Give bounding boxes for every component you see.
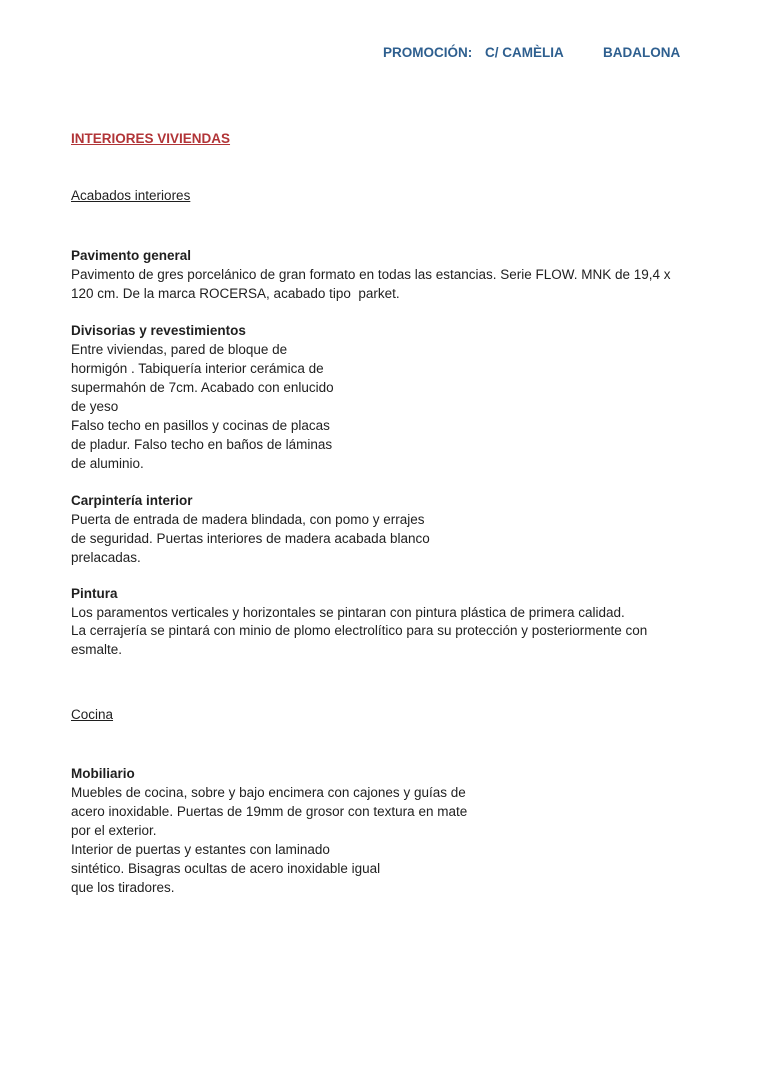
text-line: Entre viviendas, pared de bloque de <box>71 342 288 357</box>
text-line: de yeso <box>71 399 119 414</box>
promotion-city: BADALONA <box>603 45 681 60</box>
section-heading: Pavimento general <box>71 248 192 263</box>
section-heading: Divisorias y revestimientos <box>71 323 246 338</box>
text-line: Pavimento de gres porcelánico de gran formato en todas las estancias. Serie FLOW. MNK de 19,4 x <box>71 267 671 282</box>
text-line: de pladur. Falso techo en baños de láminas <box>71 437 333 452</box>
subheading-cocina: Cocina <box>71 707 114 722</box>
text-line: supermahón de 7cm. Acabado con enlucido <box>71 380 334 395</box>
text-line: prelacadas. <box>71 550 141 565</box>
text-line: Los paramentos verticales y horizontales se pintaran con pintura plástica de primera calidad. <box>71 604 625 620</box>
section-mobiliario <box>71 764 467 897</box>
section-heading: Pintura <box>71 586 118 601</box>
text-line: Puerta de entrada de madera blindada, con pomo y errajes <box>71 512 425 527</box>
promotion-header <box>383 45 680 60</box>
section-heading: Carpintería interior <box>71 493 193 508</box>
text-line: Falso techo en pasillos y cocinas de placas <box>71 418 330 433</box>
promotion-street: C/ CAMÈLIA <box>485 45 564 60</box>
text-line: 120 cm. De la marca ROCERSA, acabado tipo parket. <box>71 286 400 301</box>
section-pintura <box>71 585 647 659</box>
document-title: INTERIORES VIVIENDAS <box>71 131 231 146</box>
text-line: acero inoxidable. Puertas de 19mm de grosor con textura en mate <box>71 804 468 819</box>
section-heading: Mobiliario <box>71 766 135 781</box>
text-line: de seguridad. Puertas interiores de madera acabada blanco <box>71 531 430 546</box>
text-line: sintético. Bisagras ocultas de acero inoxidable igual <box>71 861 381 876</box>
text-line: que los tiradores. <box>71 880 175 895</box>
text-line: Muebles de cocina, sobre y bajo encimera con cajones y guías de <box>71 785 466 800</box>
section-pavimento-general <box>71 246 671 303</box>
text-line: hormigón . Tabiquería interior cerámica de <box>71 361 324 376</box>
section-carpinteria-interior <box>71 491 430 567</box>
section-divisorias-revestimientos <box>71 321 334 473</box>
promotion-label: PROMOCIÓN: <box>383 45 473 60</box>
text-line: de aluminio. <box>71 456 144 471</box>
text-line: Interior de puertas y estantes con laminado <box>71 842 330 857</box>
text-line: por el exterior. <box>71 823 157 838</box>
subheading-acabados-interiores: Acabados interiores <box>71 188 191 203</box>
text-line: La cerrajería se pintará con minio de plomo electrolítico para su protección y posteriormente con <box>71 623 648 638</box>
text-line: esmalte. <box>71 641 123 657</box>
